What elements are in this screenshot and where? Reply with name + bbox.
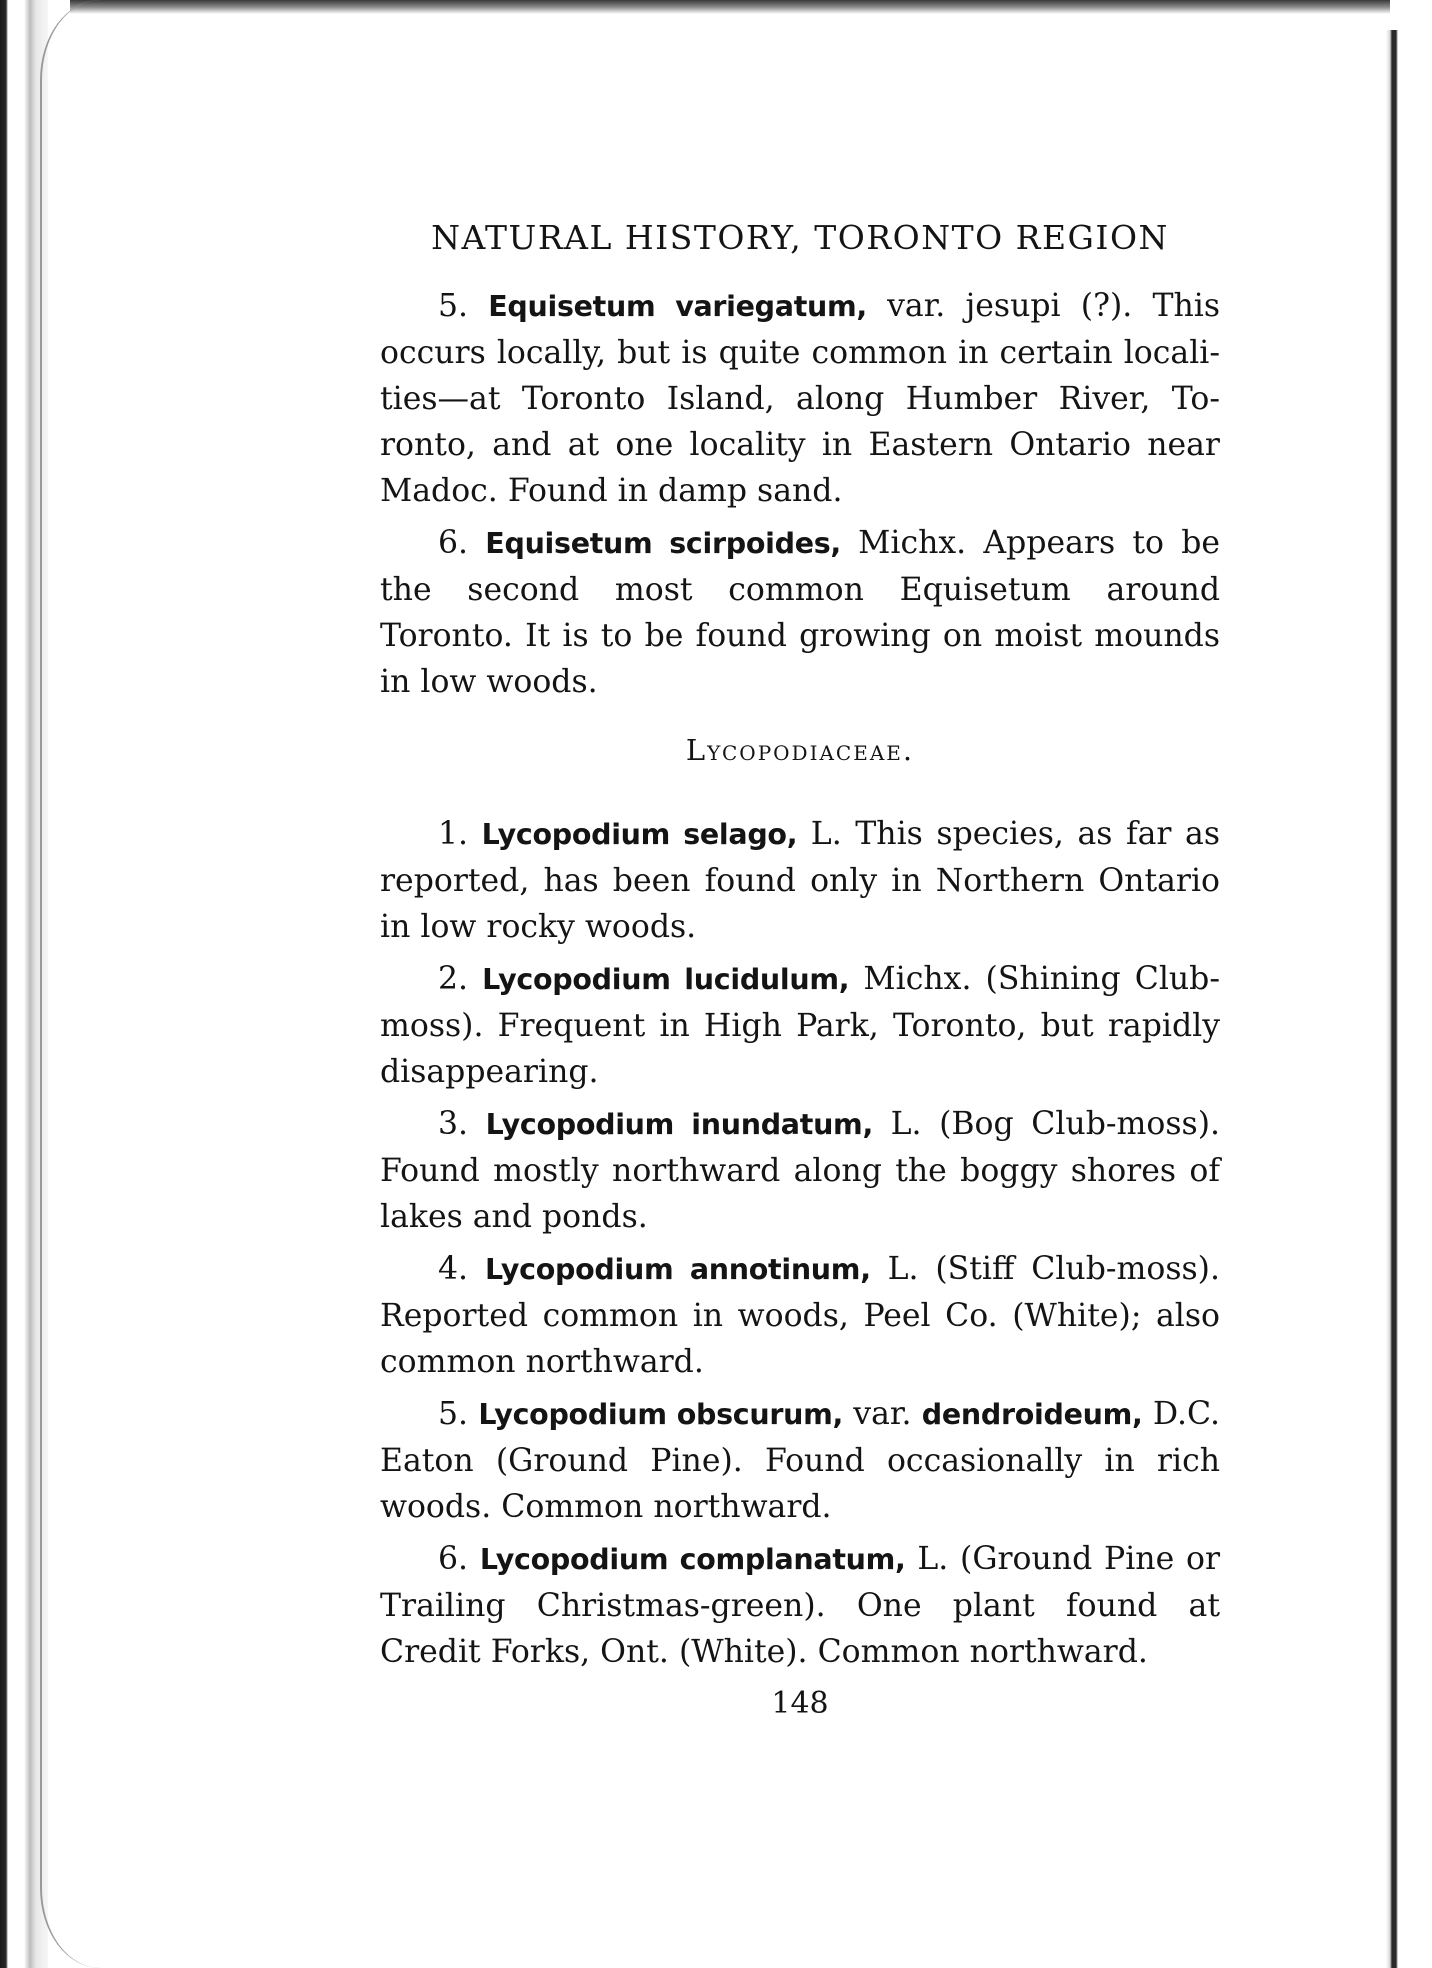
entry-number: 1.	[438, 816, 469, 852]
species-entry	[380, 1101, 1220, 1240]
entry-description: L. (Ground Pine or Trailing Christmas-green). One plant found at Credit Forks, Ont. (White). Common northward.	[380, 1541, 1221, 1670]
running-head: NATURAL HISTORY, TORONTO REGION	[431, 218, 1169, 257]
species-entry	[380, 283, 1220, 514]
species-name: Lycopodium obscurum,	[478, 1398, 843, 1431]
entry-description: L. This species, as far as reported, has been found only in Northern Ontario in low rocky woods.	[380, 816, 1220, 945]
entry-number: 6.	[438, 525, 469, 561]
entry-number: 4.	[438, 1251, 469, 1287]
entry-number: 3.	[438, 1106, 469, 1142]
entry-number: 2.	[438, 961, 469, 997]
species-name: Equisetum variegatum,	[488, 290, 867, 323]
species-name: Lycopodium complanatum,	[479, 1543, 906, 1576]
species-name: Lycopodium inundatum,	[485, 1108, 873, 1141]
entry-description: L. (Stiff Club-moss). Reported common in woods, Peel Co. (White); also common northward.	[380, 1251, 1220, 1380]
entry-description: var. jesupi (?). This occurs locally, but is quite common in certain localities—at Toronto Island, along Humber River, Toronto, and at one locality in Eastern Ontario near Madoc. Found in damp sand.	[380, 288, 1221, 509]
species-entry	[380, 1246, 1220, 1385]
species-entry	[380, 811, 1220, 950]
top-page-edge	[70, 0, 1390, 14]
entry-description: L. (Bog Club-moss). Found mostly northward along the boggy shores of lakes and ponds.	[380, 1106, 1220, 1235]
entry-number: 6.	[438, 1541, 469, 1577]
entry-number: 5.	[438, 1396, 469, 1432]
entry-description: D.C. Eaton (Ground Pine). Found occasionally in rich woods. Common northward.	[380, 1396, 1220, 1525]
right-binding-edge	[1386, 30, 1432, 1968]
entry-description: Michx. Appears to be the second most common Equisetum around Toronto. It is to be found growing on moist mounds in low woods.	[380, 525, 1221, 700]
species-name: Lycopodium selago,	[481, 818, 798, 851]
entry-number: 5.	[438, 288, 469, 324]
species-entry	[380, 1391, 1220, 1530]
variety-prefix: var.	[843, 1396, 922, 1432]
species-entry	[380, 520, 1220, 705]
page-number: 148	[771, 1686, 829, 1721]
page-text-block	[380, 215, 1220, 1727]
family-heading: Lycopodiaceae.	[685, 733, 915, 767]
species-entry	[380, 956, 1220, 1095]
species-name: Lycopodium annotinum,	[484, 1253, 871, 1286]
variety-name: dendroideum,	[921, 1398, 1143, 1431]
species-name: Lycopodium lucidulum,	[482, 963, 850, 996]
species-entry	[380, 1536, 1220, 1675]
page-curl-shadow	[40, 0, 122, 1968]
species-name: Equisetum scirpoides,	[485, 527, 841, 560]
entry-description: Michx. (Shining Clubmoss). Frequent in High Park, Toronto, but rapidly disappearing.	[380, 961, 1220, 1090]
